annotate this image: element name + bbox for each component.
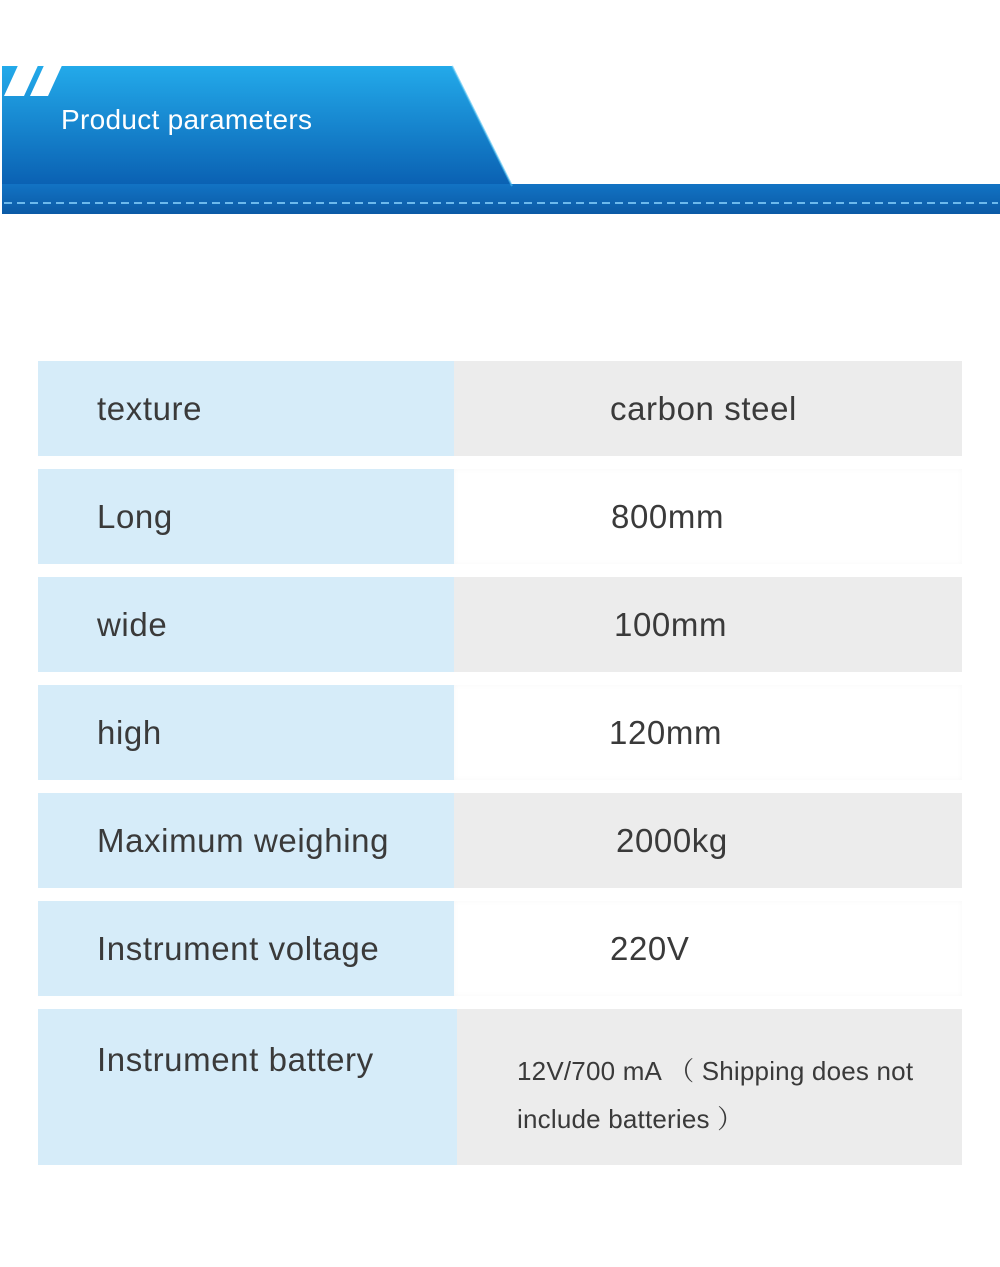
parameter-row	[38, 685, 962, 780]
parameter-row	[38, 361, 962, 456]
parameter-table	[38, 361, 962, 1165]
parameter-value: 800mm	[454, 469, 962, 564]
parameter-label: Instrument battery	[38, 1009, 457, 1165]
parameter-value: carbon steel	[454, 361, 962, 456]
parameter-label: Maximum weighing	[38, 793, 454, 888]
parameter-row	[38, 1009, 962, 1165]
parameter-value: 12V/700 mA （ Shipping does not include batteries ）	[457, 1009, 962, 1165]
parameter-value: 100mm	[454, 577, 962, 672]
parameter-row	[38, 577, 962, 672]
parameter-value: 220V	[454, 901, 962, 996]
parameter-label: wide	[38, 577, 454, 672]
parameter-value: 120mm	[454, 685, 962, 780]
double-chevron-right-icon	[0, 0, 72, 100]
parameter-label: Instrument voltage	[38, 901, 454, 996]
parameter-row	[38, 793, 962, 888]
parameter-label: Long	[38, 469, 454, 564]
parameter-label: texture	[38, 361, 454, 456]
parameter-label: high	[38, 685, 454, 780]
header-banner	[0, 0, 1000, 230]
parameter-value: 2000kg	[454, 793, 962, 888]
parameter-row	[38, 469, 962, 564]
page-title: Product parameters	[61, 104, 313, 135]
parameter-row	[38, 901, 962, 996]
